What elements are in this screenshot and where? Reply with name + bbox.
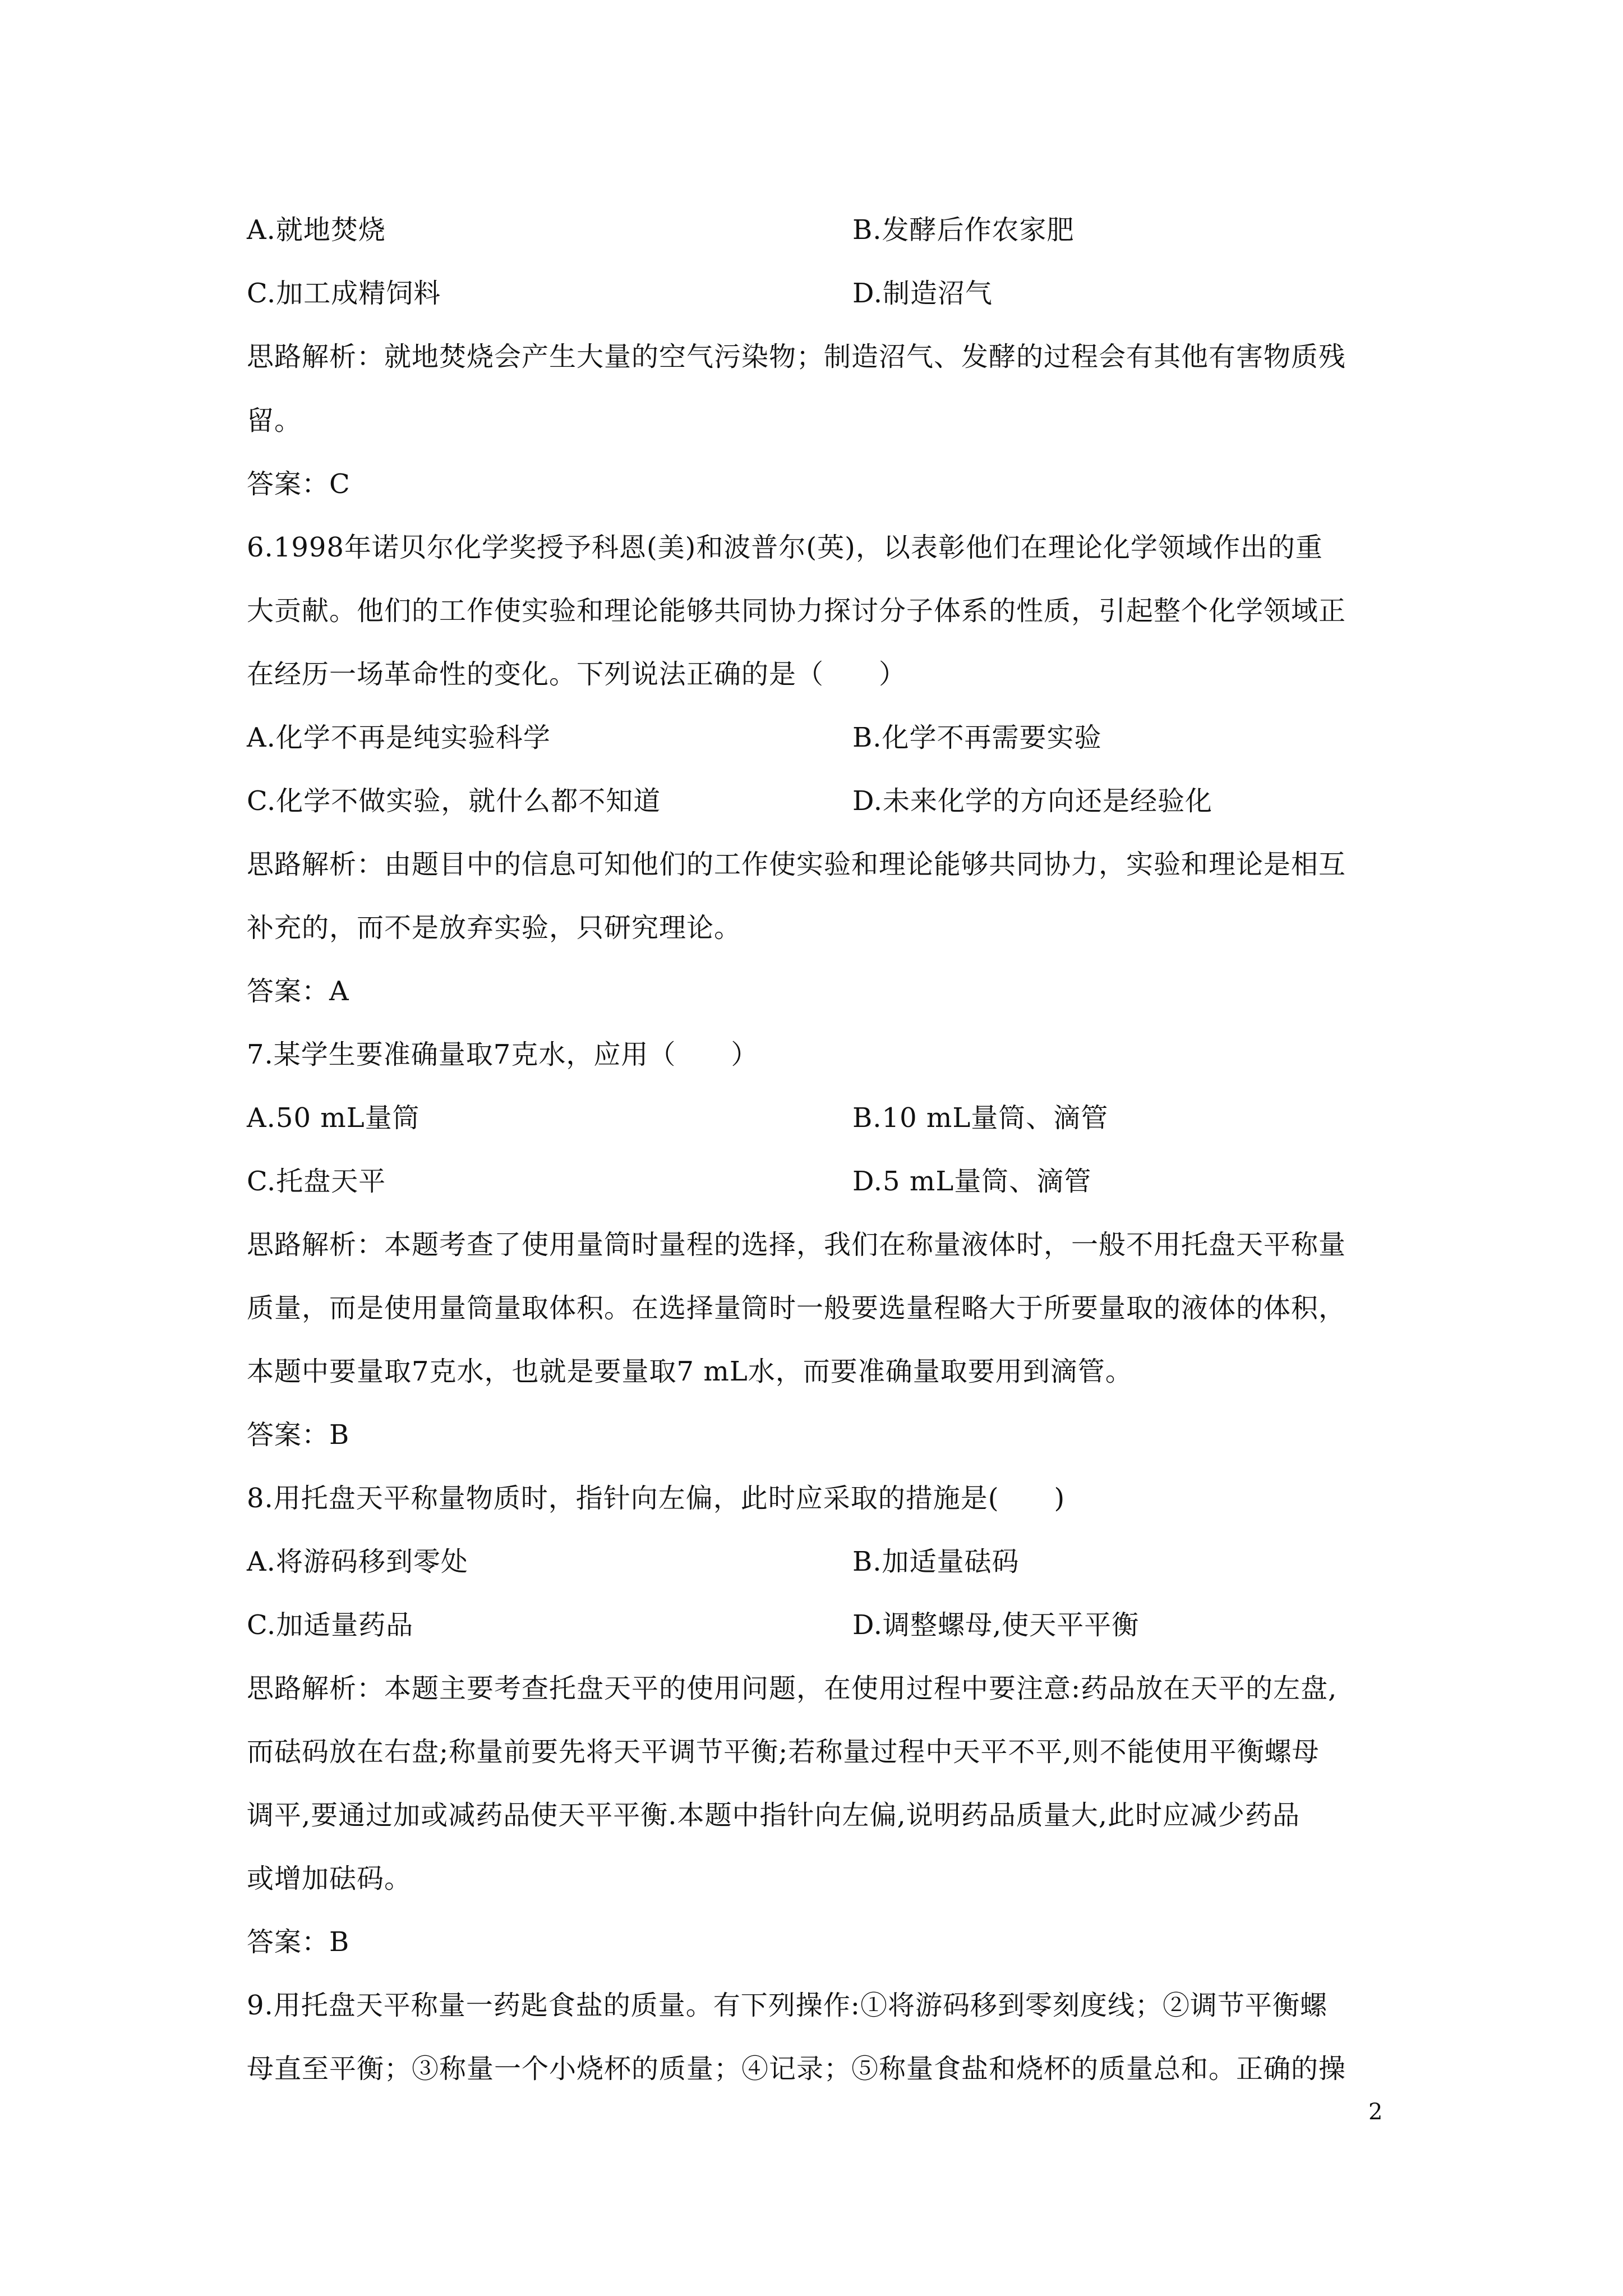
- q9-stem-line: 9.用托盘天平称量一药匙食盐的质量。有下列操作:①将游码移到零刻度线；②调节平衡螺: [247, 1990, 1327, 2021]
- q7-option-d: D.5 mL量筒、滴管: [852, 1166, 1092, 1197]
- q5-answer: 答案：C: [247, 468, 351, 500]
- q7-answer: 答案：B: [247, 1419, 350, 1451]
- q5-analysis-line: 留。: [247, 405, 302, 436]
- q7-option-c: C.托盘天平: [247, 1166, 386, 1197]
- page-number: 2: [1368, 2099, 1383, 2125]
- q6-answer: 答案：A: [247, 976, 349, 1007]
- q7-option-b: B.10 mL量筒、滴管: [852, 1102, 1109, 1134]
- q5-analysis-line: 思路解析：就地焚烧会产生大量的空气污染物；制造沼气、发酵的过程会有其他有害物质残: [247, 341, 1347, 372]
- q8-analysis-line: 或增加砝码。: [247, 1863, 412, 1894]
- q6-option-a: A.化学不再是纯实验科学: [247, 722, 551, 753]
- q8-analysis-line: 调平,要通过加或减药品使天平平衡.本题中指针向左偏,说明药品质量大,此时应减少药品: [247, 1800, 1301, 1831]
- q7-stem-line: 7.某学生要准确量取7克水，应用（ ）: [247, 1039, 759, 1070]
- q9-stem-line: 母直至平衡；③称量一个小烧杯的质量；④记录；⑤称量食盐和烧杯的质量总和。正确的操: [247, 2053, 1347, 2085]
- q8-stem-line: 8.用托盘天平称量物质时，指针向左偏，此时应采取的措施是( ): [247, 1483, 1066, 1514]
- q7-option-a: A.50 mL量筒: [247, 1102, 420, 1134]
- q6-stem-line: 在经历一场革命性的变化。下列说法正确的是（ ）: [247, 659, 907, 690]
- q5-option-b: B.发酵后作农家肥: [852, 214, 1075, 246]
- q6-option-d: D.未来化学的方向还是经验化: [852, 785, 1213, 817]
- q5-option-c: C.加工成精饲料: [247, 278, 441, 309]
- q7-analysis-line: 思路解析：本题考查了使用量筒时量程的选择，我们在称量液体时，一般不用托盘天平称量: [247, 1229, 1347, 1260]
- q8-analysis-line: 而砝码放在右盘;称量前要先将天平调节平衡;若称量过程中天平不平,则不能使用平衡螺母: [247, 1736, 1320, 1768]
- q7-analysis-line: 质量，而是使用量筒量取体积。在选择量筒时一般要选量程略大于所要量取的液体的体积，: [247, 1292, 1347, 1324]
- q6-option-c: C.化学不做实验，就什么都不知道: [247, 785, 661, 817]
- q6-option-b: B.化学不再需要实验: [852, 722, 1102, 753]
- q6-stem-line: 大贡献。他们的工作使实验和理论能够共同协力探讨分子体系的性质，引起整个化学领域正: [247, 595, 1347, 627]
- q6-analysis-line: 思路解析：由题目中的信息可知他们的工作使实验和理论能够共同协力，实验和理论是相互: [247, 849, 1347, 880]
- q5-option-a: A.就地焚烧: [247, 214, 386, 246]
- q6-stem-line: 6.1998年诺贝尔化学奖授予科恩(美)和波普尔(英)，以表彰他们在理论化学领域作出的重: [247, 532, 1323, 563]
- q7-analysis-line: 本题中要量取7克水，也就是要量取7 mL水，而要准确量取要用到滴管。: [247, 1356, 1133, 1387]
- q5-option-d: D.制造沼气: [852, 278, 993, 309]
- q8-option-a: A.将游码移到零处: [247, 1546, 468, 1577]
- q8-answer: 答案：B: [247, 1926, 350, 1958]
- q8-option-c: C.加适量药品: [247, 1609, 414, 1641]
- q6-analysis-line: 补充的，而不是放弃实验，只研究理论。: [247, 912, 742, 944]
- q8-option-b: B.加适量砝码: [852, 1546, 1020, 1577]
- q8-analysis-line: 思路解析：本题主要考查托盘天平的使用问题，在使用过程中要注意:药品放在天平的左盘,: [247, 1673, 1338, 1704]
- q8-option-d: D.调整螺母,使天平平衡: [852, 1609, 1140, 1641]
